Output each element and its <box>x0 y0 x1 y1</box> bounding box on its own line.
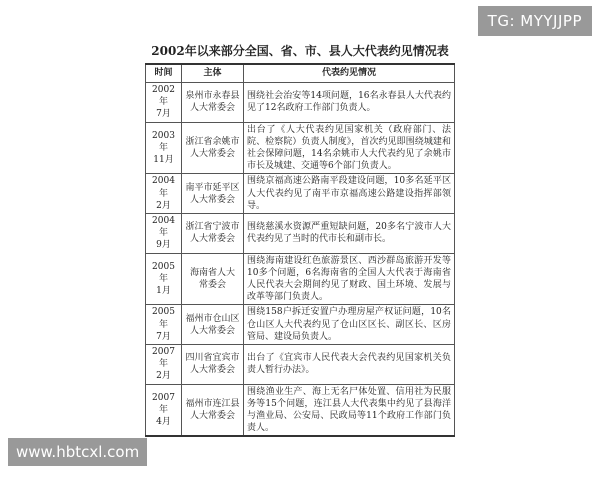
table-title: 2002年以来部分全国、省、市、县人大代表约见情况表 <box>151 44 449 58</box>
table-row <box>146 122 455 174</box>
header-description: 代表约见情况 <box>244 64 455 83</box>
cell-description: 围绕社会治安等14项问题，16名永春县人大代表约见了12名政府工作部门负责人。 <box>244 83 455 123</box>
cell-subject: 浙江省余姚市 人大常委会 <box>182 122 244 174</box>
table-row <box>146 253 455 305</box>
watermark-top: TG: MYYJJPP <box>478 6 592 36</box>
table-row <box>146 174 455 214</box>
cell-subject: 海南省人大 常委会 <box>182 253 244 305</box>
cell-description: 出台了《宜宾市人民代表大会代表约见国家机关负责人暂行办法》。 <box>244 345 455 385</box>
watermark-bottom: www.hbtcxl.com <box>8 438 147 466</box>
cell-subject: 浙江省宁波市 人大常委会 <box>182 214 244 254</box>
cell-description: 出台了《人大代表约见国家机关（政府部门、法院、检察院）负责人制度》，首次约见即围绕城建和社会保障问题，14名余姚市人大代表约见了余姚市市长及城建、交通等6个部门负责人。 <box>244 122 455 174</box>
appointment-table <box>145 63 455 437</box>
cell-description: 围绕京福高速公路南平段建设问题，10多名延平区人大代表约见了南平市京福高速公路建设指挥部领导。 <box>244 174 455 214</box>
cell-description: 围绕海南建设红色旅游景区、西沙群岛旅游开发等10多个问题，6名海南省的全国人大代表于海南省人民代表大会期间约见了财政、国土环境、发展与改革等部门负责人。 <box>244 253 455 305</box>
cell-description: 围绕渔业生产、海上无名尸体处置、信用社为民服务等15个问题，连江县人大代表集中约见了县海洋与渔业局、公安局、民政局等11个政府工作部门负责人。 <box>244 384 455 436</box>
cell-subject: 南平市延平区 人大常委会 <box>182 174 244 214</box>
table-row <box>146 384 455 436</box>
header-subject: 主体 <box>182 64 244 83</box>
table-row <box>146 345 455 385</box>
cell-time: 2004年 2月 <box>146 174 182 214</box>
cell-subject: 福州市连江县 人大常委会 <box>182 384 244 436</box>
cell-subject: 福州市仓山区 人大常委会 <box>182 305 244 345</box>
header-time: 时间 <box>146 64 182 83</box>
cell-time: 2007年 2月 <box>146 345 182 385</box>
table-row <box>146 83 455 123</box>
table-row <box>146 214 455 254</box>
cell-time: 2005年 1月 <box>146 253 182 305</box>
cell-description: 围绕158户拆迁安置户办理房屋产权证问题，10名仓山区人大代表约见了仓山区区长、副区长、区房管局、建设局负责人。 <box>244 305 455 345</box>
cell-time: 2003年 11月 <box>146 122 182 174</box>
cell-time: 2004年 9月 <box>146 214 182 254</box>
cell-time: 2002年 7月 <box>146 83 182 123</box>
table-row <box>146 305 455 345</box>
cell-time: 2005年 7月 <box>146 305 182 345</box>
cell-description: 围绕慈溪水资源严重短缺问题，20多名宁波市人大代表约见了当时的代市长和副市长。 <box>244 214 455 254</box>
cell-time: 2007年 4月 <box>146 384 182 436</box>
table-header-row <box>146 64 455 83</box>
cell-subject: 四川省宜宾市 人大常委会 <box>182 345 244 385</box>
cell-subject: 泉州市永春县 人大常委会 <box>182 83 244 123</box>
